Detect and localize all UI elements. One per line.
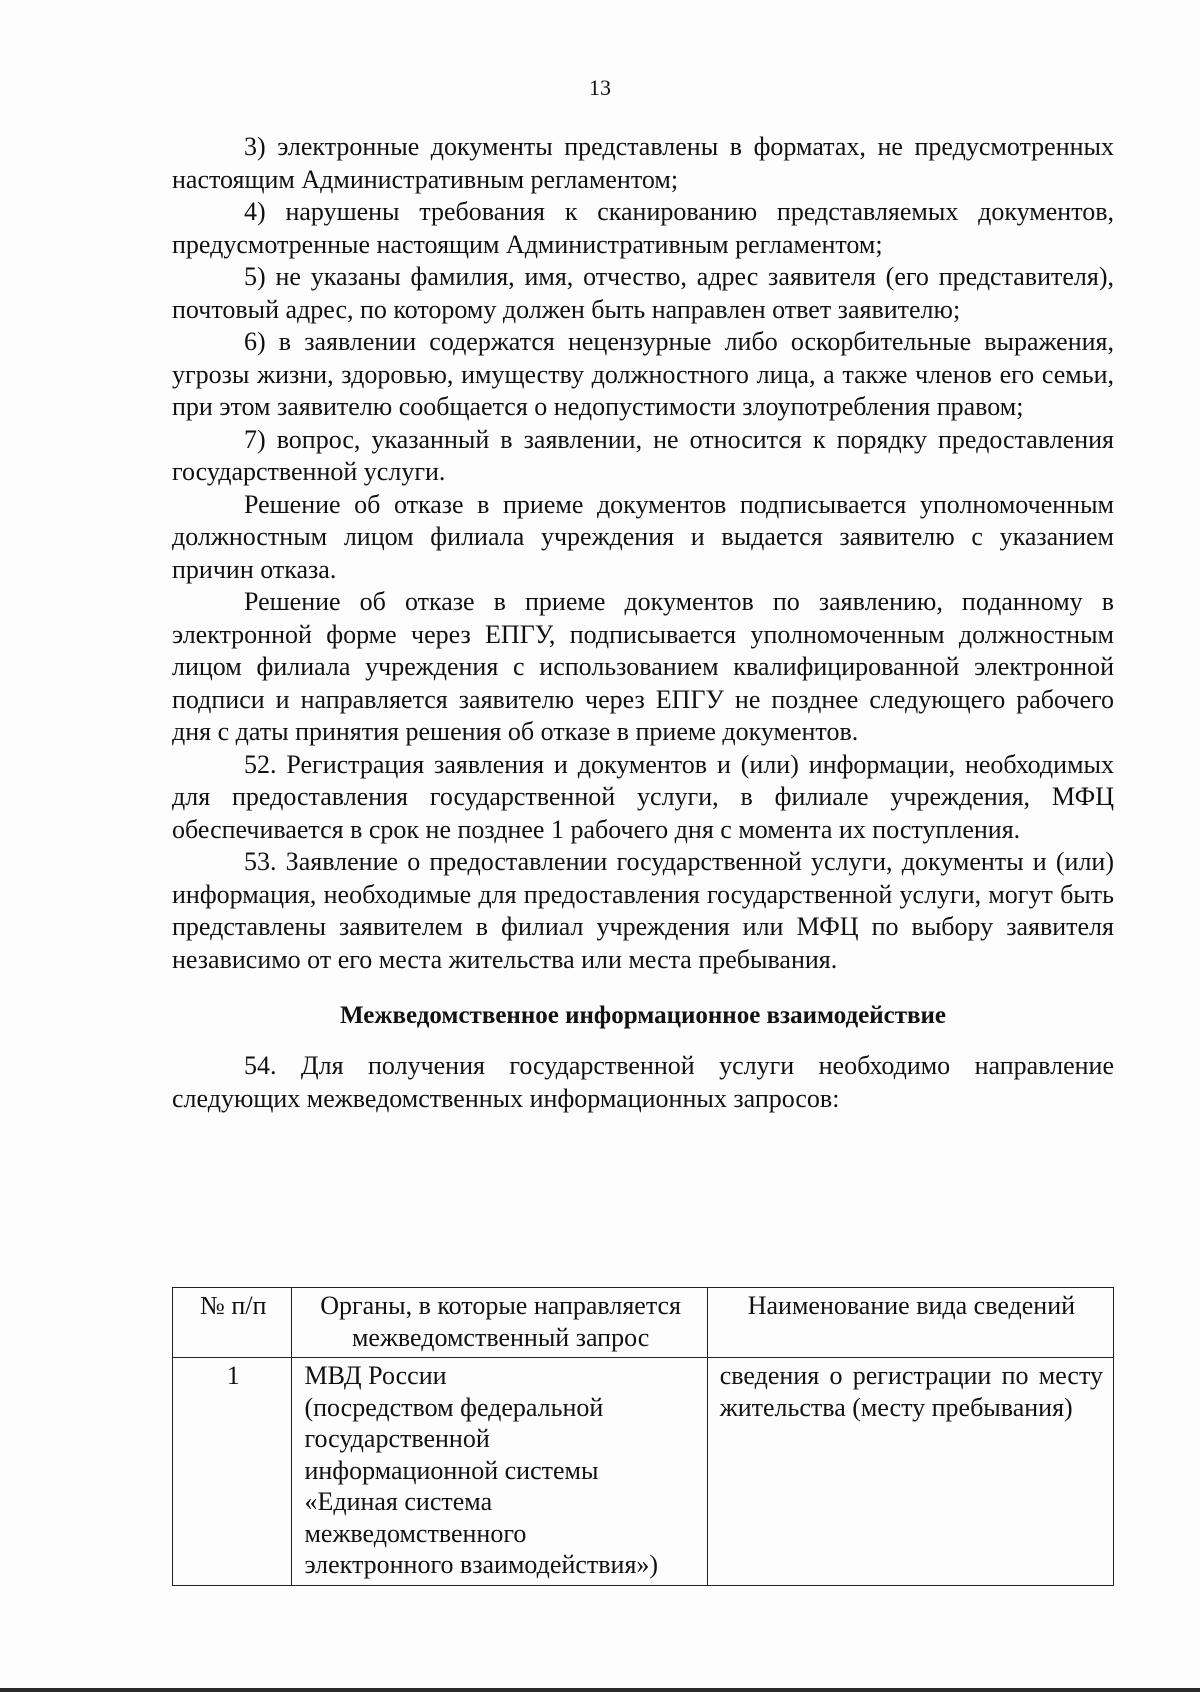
header-organization: [292, 1288, 707, 1358]
paragraph-refusal-epgu: Решение об отказе в приеме документов по заявлению, поданному в электронной форме через ЕПГУ, подписывается уполномоченным должностным лицом филиала учреждения с использованием квалифицированной электронной подписи и направляется заявителю через ЕПГУ не позднее следующего рабочего дня с даты принятия решения об отказе в приеме документов.: [172, 587, 1114, 746]
paragraph-clause-54: 54. Для получения государственной услуги необходимо направление следующих межведомственных информационных запросов:: [172, 1051, 1114, 1113]
header-organization-line-1: Органы, в которые направляется: [320, 1291, 681, 1320]
paragraph-item-3: 3) электронные документы представлены в форматах, не предусмотренных настоящим Административным регламентом;: [172, 132, 1114, 194]
row-organization-line: межведомственного: [304, 1518, 527, 1548]
paragraph-item-7: 7) вопрос, указанный в заявлении, не относится к порядку предоставления государственной услуги.: [172, 424, 1114, 486]
paragraph-item-4: 4) нарушены требования к сканированию представляемых документов, предусмотренные настоящим Административным регламентом;: [172, 197, 1114, 259]
row-organization-line: (посредством федеральной: [304, 1392, 604, 1422]
header-info-kind: Наименование вида сведений: [707, 1288, 1113, 1358]
row-organization-line: «Единая система: [304, 1487, 493, 1516]
row-info-kind: сведения о регистрации по месту жительства (месту пребывания): [707, 1358, 1113, 1586]
requests-table-wrapper: [172, 1287, 1114, 1586]
paragraph-clause-52: 52. Регистрация заявления и документов и (или) информации, необходимых для предоставления государственной услуги, в филиале учреждения, МФЦ обеспечивается в срок не позднее 1 рабочего дня с момента их поступления.: [172, 749, 1114, 844]
scan-bottom-edge: [0, 1688, 1200, 1692]
paragraph-clause-53: 53. Заявление о предоставлении государственной услуги, документы и (или) информация, необходимые для предоставления государственной услуги, могут быть представлены заявителем в филиал учреждения или МФЦ по выбору заявителя независимо от его места жительства или места пребывания.: [172, 847, 1114, 974]
header-organization-line-2: межведомственный запрос: [351, 1322, 650, 1352]
section-heading: Межведомственное информационное взаимодействие: [340, 1002, 946, 1029]
paragraph-refusal-decision: Решение об отказе в приеме документов подписывается уполномоченным должностным лицом филиала учреждения и выдается заявителю с указанием причин отказа.: [172, 489, 1114, 584]
row-organization-line: государственной: [304, 1424, 490, 1453]
row-organization-line: МВД России: [304, 1361, 447, 1390]
row-organization-line: информационной системы: [304, 1455, 599, 1485]
document-body: [172, 131, 1114, 1115]
paragraph-item-6: 6) в заявлении содержатся нецензурные либо оскорбительные выражения, угрозы жизни, здоровью, имуществу должностного лица, а также членов его семьи, при этом заявителю сообщается о недопустимости злоупотребления правом;: [172, 327, 1114, 421]
row-organization: [292, 1358, 707, 1586]
paragraph-item-5: 5) не указаны фамилия, имя, отчество, адрес заявителя (его представителя), почтовый адрес, по которому должен быть направлен ответ заявителю;: [172, 262, 1114, 324]
page-number: 13: [589, 75, 611, 100]
row-organization-line: электронного взаимодействия»): [304, 1550, 659, 1579]
row-number: 1: [173, 1358, 292, 1586]
header-number: № п/п: [173, 1288, 292, 1358]
table-header-row: [173, 1288, 1114, 1358]
requests-table: [172, 1287, 1114, 1586]
table-row: [173, 1358, 1114, 1586]
